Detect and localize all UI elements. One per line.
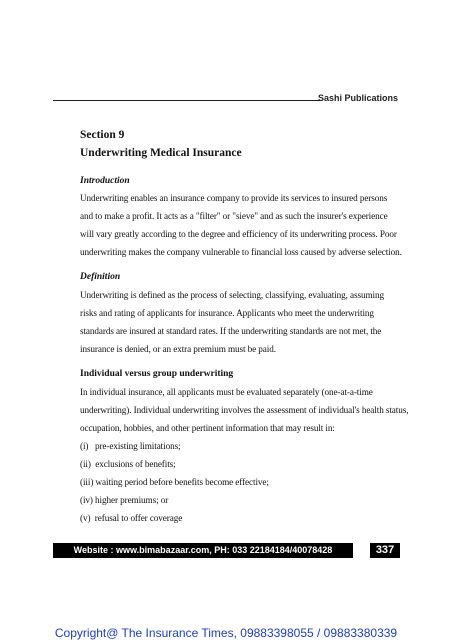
- section-title: Underwriting Medical Insurance: [80, 147, 242, 159]
- header-rule: [53, 100, 320, 101]
- individual-line: occupation, hobbies, and other pertinent information that may result in:: [80, 423, 335, 433]
- list-item: (i) pre-existing limitations;: [80, 441, 181, 451]
- publisher-name: Sashi Publications: [317, 93, 398, 103]
- list-item: (v) refusal to offer coverage: [80, 513, 183, 523]
- list-item: (iv) higher premiums; or: [80, 495, 169, 505]
- introduction-line: underwriting makes the company vulnerable to financial loss caused by adverse selection.: [80, 247, 402, 257]
- definition-line: insurance is denied, or an extra premium must be paid.: [80, 344, 276, 354]
- list-item: (iii) waiting period before benefits become effective;: [80, 477, 269, 487]
- introduction-line: Underwriting enables an insurance company to provide its services to insured persons: [80, 193, 388, 203]
- definition-line: Underwriting is defined as the process of selecting, classifying, evaluating, assuming: [80, 290, 384, 300]
- definition-heading: Definition: [80, 272, 121, 282]
- introduction-line: will vary greatly according to the degree and efficiency of its underwriting process. Poor: [80, 229, 397, 239]
- page-number: 337: [370, 543, 400, 558]
- section-heading: [80, 126, 242, 162]
- individual-line: In individual insurance, all applicants must be evaluated separately (one-at-a-time: [80, 387, 373, 397]
- definition-line: risks and rating of applicants for insurance. Applicants who meet the underwriting: [80, 308, 374, 318]
- definition-line: standards are insured at standard rates. If the underwriting standards are not met, the: [80, 326, 382, 336]
- introduction-line: and to make a profit. It acts as a "filter" or "sieve" and as such the insurer's experience: [80, 211, 388, 221]
- list-item: (ii) exclusions of benefits;: [80, 459, 176, 469]
- individual-line: underwriting). Individual underwriting involves the assessment of individual's health status,: [80, 405, 409, 415]
- copyright-notice[interactable]: Copyright@ The Insurance Times, 09883398055 / 09883380339: [54, 626, 398, 640]
- individual-heading: Individual versus group underwriting: [80, 369, 234, 379]
- section-number: Section 9: [80, 129, 125, 141]
- introduction-heading: Introduction: [80, 176, 130, 186]
- footer-website: Website : www.bimabazaar.com, PH: 033 22184184/40078428: [53, 543, 353, 558]
